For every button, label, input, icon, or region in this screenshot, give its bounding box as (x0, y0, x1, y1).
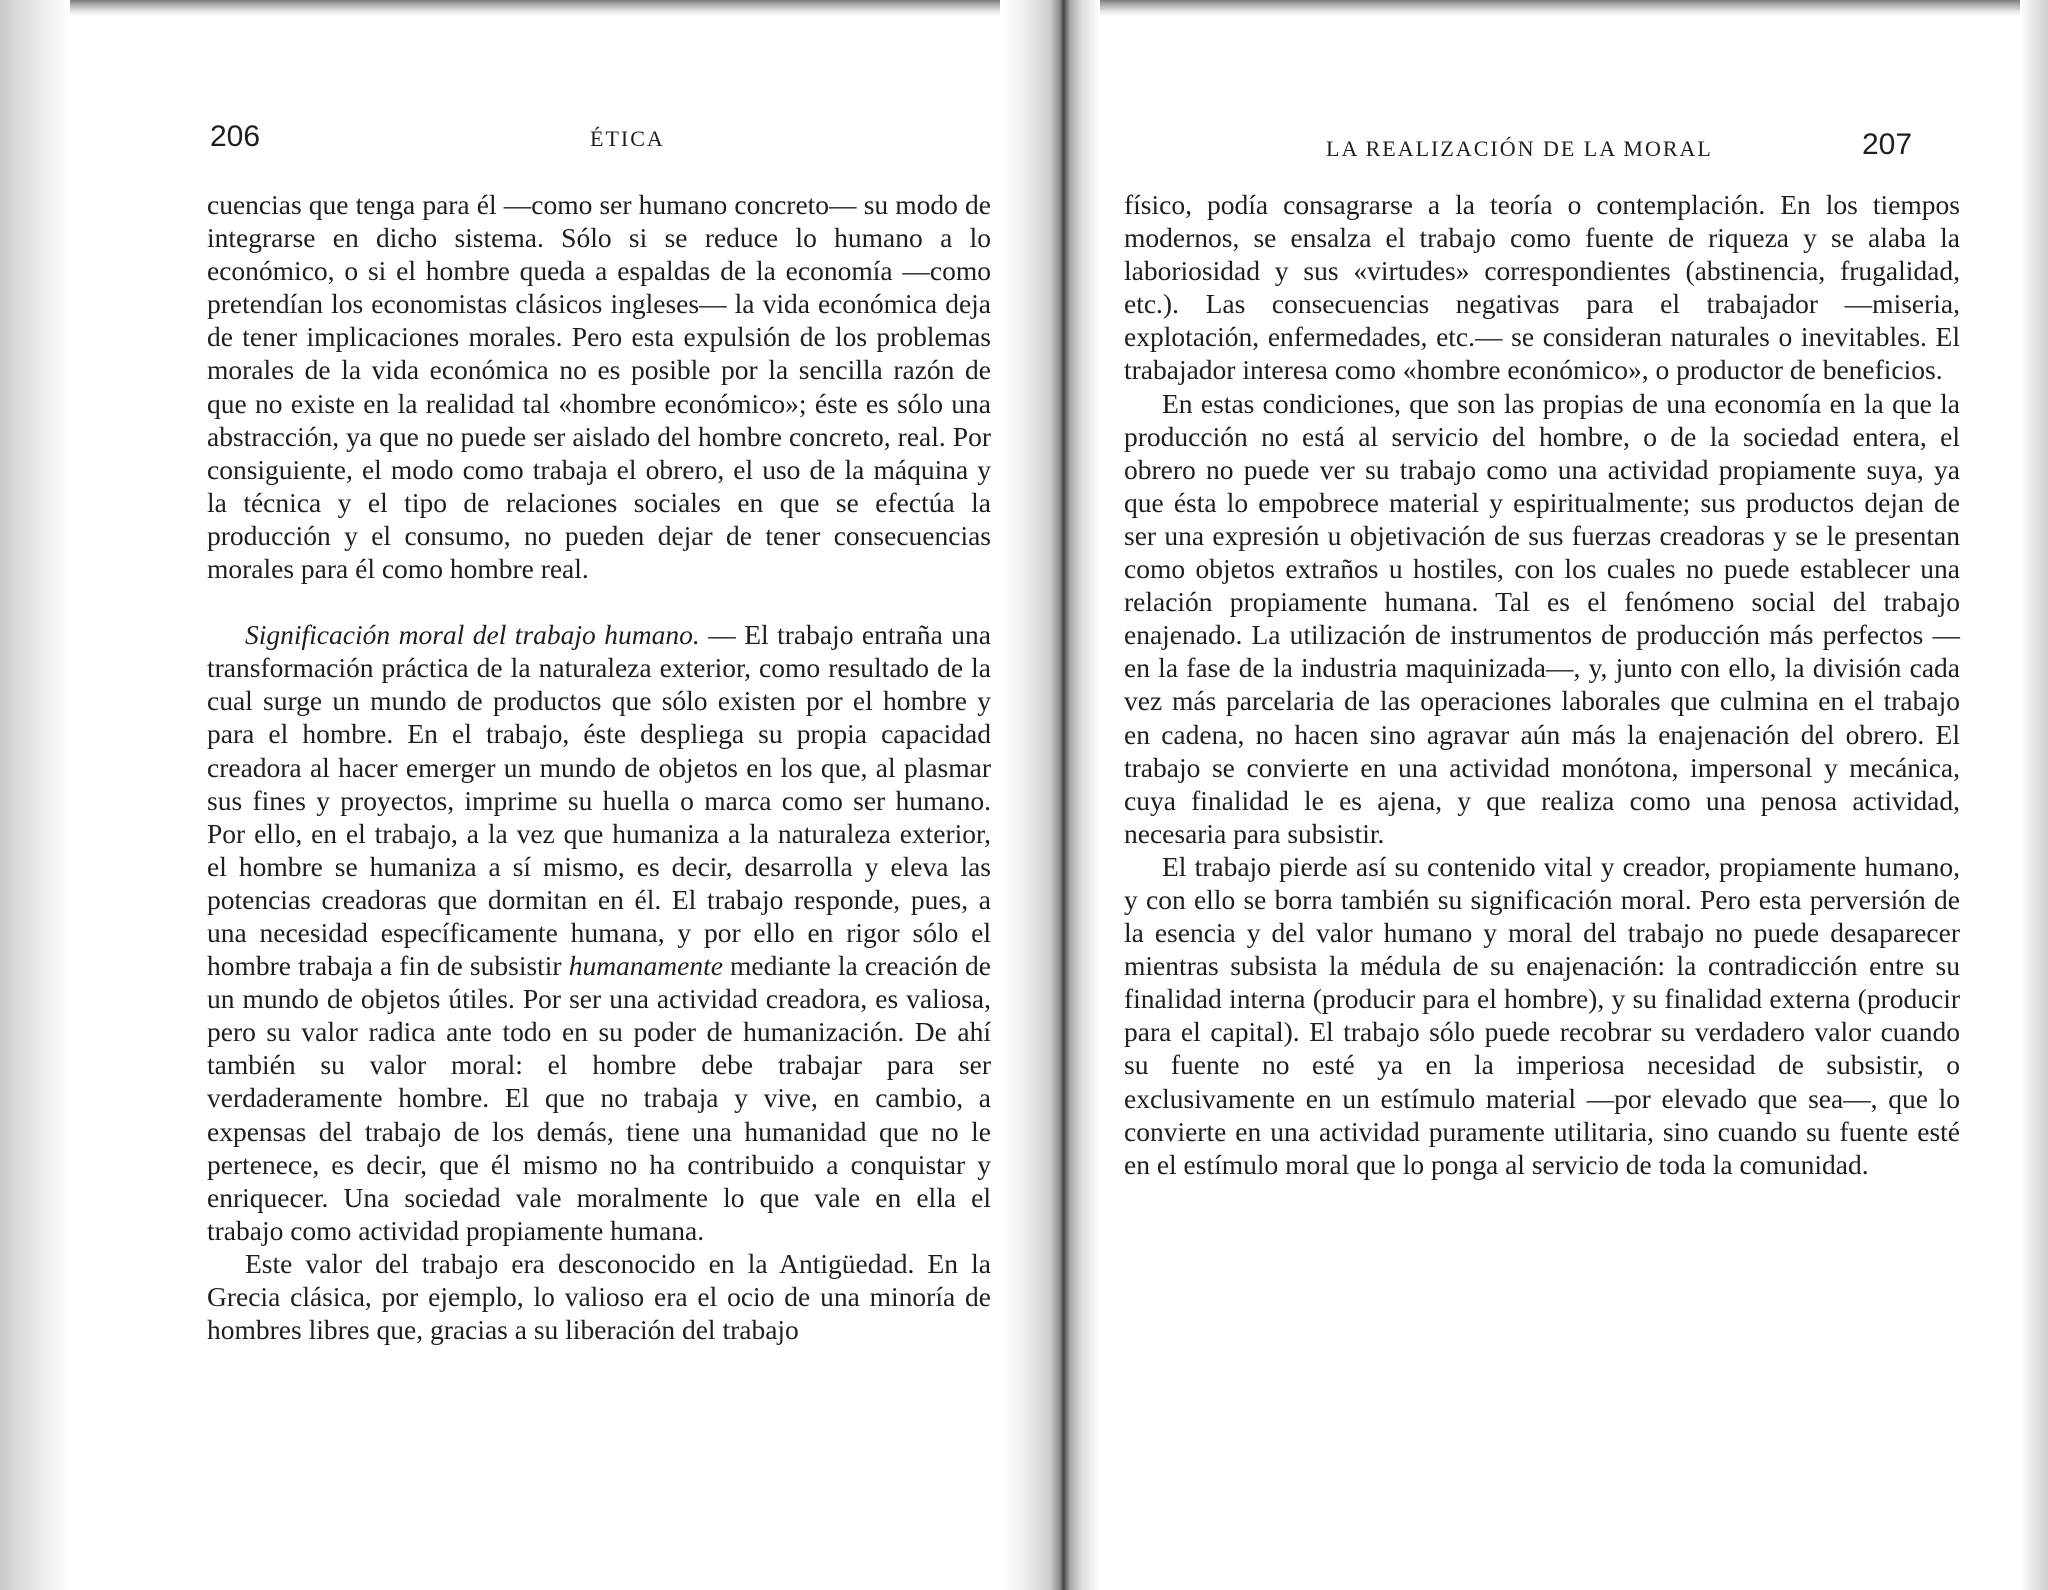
running-head-right: LA REALIZACIÓN DE LA MORAL (1326, 136, 1713, 161)
section-heading: Significación moral del trabajo humano. (245, 619, 700, 651)
running-head-left: ÉTICA (590, 126, 665, 151)
right-page (1064, 0, 2048, 1590)
paragraph-section-heading (207, 618, 991, 1247)
left-column (207, 188, 991, 1346)
paragraph: cuencias que tenga para él —como ser humano concreto— su modo de integrarse en dicho sistema. Sólo si se reduce lo humano a lo económico, o si el hombre queda a espaldas de la economía —como pretendían los economistas clásicos ingleses— la vida económica deja de tener implicaciones morales. Pero esta expulsión de los problemas morales de la vida económica no es posible por la sencilla razón de que no existe en la realidad tal «hombre económico»; éste es sólo una abstracción, ya que no puede ser aislado del hombre concreto, real. Por consiguiente, el modo como trabaja el obrero, el uso de la máquina y la técnica y el tipo de relaciones sociales en que se efectúa la producción y el consumo, no pueden dejar de tener consecuencias morales para él como hombre real. (207, 189, 991, 585)
page-number-left: 206 (210, 120, 261, 153)
emphasis: humanamente (568, 950, 723, 982)
paragraph: El trabajo pierde así su contenido vital y creador, propiamente humano, y con ello se borra también su significación moral. Pero esta perversión de la esencia y del valor humano y moral del trabajo no puede desaparecer mientras subsista la médula de su enajenación: la contradicción entre su finalidad interna (producir para el hombre), y su finalidad externa (producir para el capital). El trabajo sólo puede recobrar su verdadero valor cuando su fuente no esté ya en la imperiosa necesidad de subsistir, o exclusivamente en un estímulo material —por elevado que sea—, que lo convierte en una actividad puramente utilitaria, sino cuando su fuente esté en el estímulo moral que lo ponga al servicio de toda la comunidad. (1124, 850, 1960, 1180)
paragraph: físico, podía consagrarse a la teoría o contemplación. En los tiempos modernos, se ensalza el trabajo como fuente de riqueza y se alaba la laboriosidad y sus «virtudes» correspondientes (abstinencia, frugalidad, etc.). Las consecuencias negativas para el trabajador —miseria, explotación, enfermedades, etc.— se consideran naturales o inevitables. El trabajador interesa como «hombre económico», o productor de beneficios. (1124, 189, 1960, 386)
paragraph: Este valor del trabajo era desconocido en la Antigüedad. En la Grecia clásica, por ejemplo, lo valioso era el ocio de una minoría de hombres libres que, gracias a su liberación del trabajo (207, 1247, 991, 1346)
right-column (1124, 188, 1960, 1181)
paragraph-text: El trabajo entraña una transformación práctica de la naturaleza exterior, como resultado de la cual surge un mundo de productos que sólo existen por el hombre y para el hombre. En el trabajo, éste despliega su propia capacidad creadora al hacer emerger un mundo de objetos en los que, al plasmar sus fines y proyectos, imprime su huella o marca como ser humano. Por ello, en el trabajo, a la vez que humaniza a la naturaleza exterior, el hombre se humaniza a sí mismo, es decir, desarrolla y eleva las potencias creadoras que dormitan en él. El trabajo responde, pues, a una necesidad específicamente humana, y por ello en rigor sólo el hombre trabaja a fin de subsistir (207, 619, 991, 982)
heading-dash: — (699, 619, 745, 651)
paragraph-text: mediante la creación de un mundo de objetos útiles. Por ser una actividad creadora, es valiosa, pero su valor radica ante todo en su poder de humanización. De ahí también su valor moral: el hombre debe trabajar para ser verdaderamente hombre. El que no trabaja y vive, en cambio, a expensas del trabajo de los demás, tiene una humanidad que no le pertenece, es decir, que él mismo no ha contribuido a conquistar y enriquecer. Una sociedad vale moralmente lo que vale en ella el trabajo como actividad propiamente humana. (207, 950, 991, 1246)
page-number-right: 207 (1862, 128, 1913, 161)
paragraph: En estas condiciones, que son las propias de una economía en la que la producción no está al servicio del hombre, o de la sociedad entera, el obrero no puede ver su trabajo como una actividad propiamente suya, ya que ésta lo empobrece material y espiritualmente; sus productos dejan de ser una expresión u objetivación de sus fuerzas creadoras y se le presentan como objetos extraños u hostiles, con los cuales no puede establecer una relación propiamente humana. Tal es el fenómeno social del trabajo enajenado. La utilización de instrumentos de producción más perfectos —en la fase de la industria maquinizada—, y, junto con ello, la división cada vez más parcelaria de las operaciones laborales que culmina en el trabajo en cadena, no hacen sino agravar aún más la enajenación del obrero. El trabajo se convierte en una actividad monótona, impersonal y mecánica, cuya finalidad le es ajena, y que realiza como una penosa actividad, necesaria para subsistir. (1124, 387, 1960, 849)
